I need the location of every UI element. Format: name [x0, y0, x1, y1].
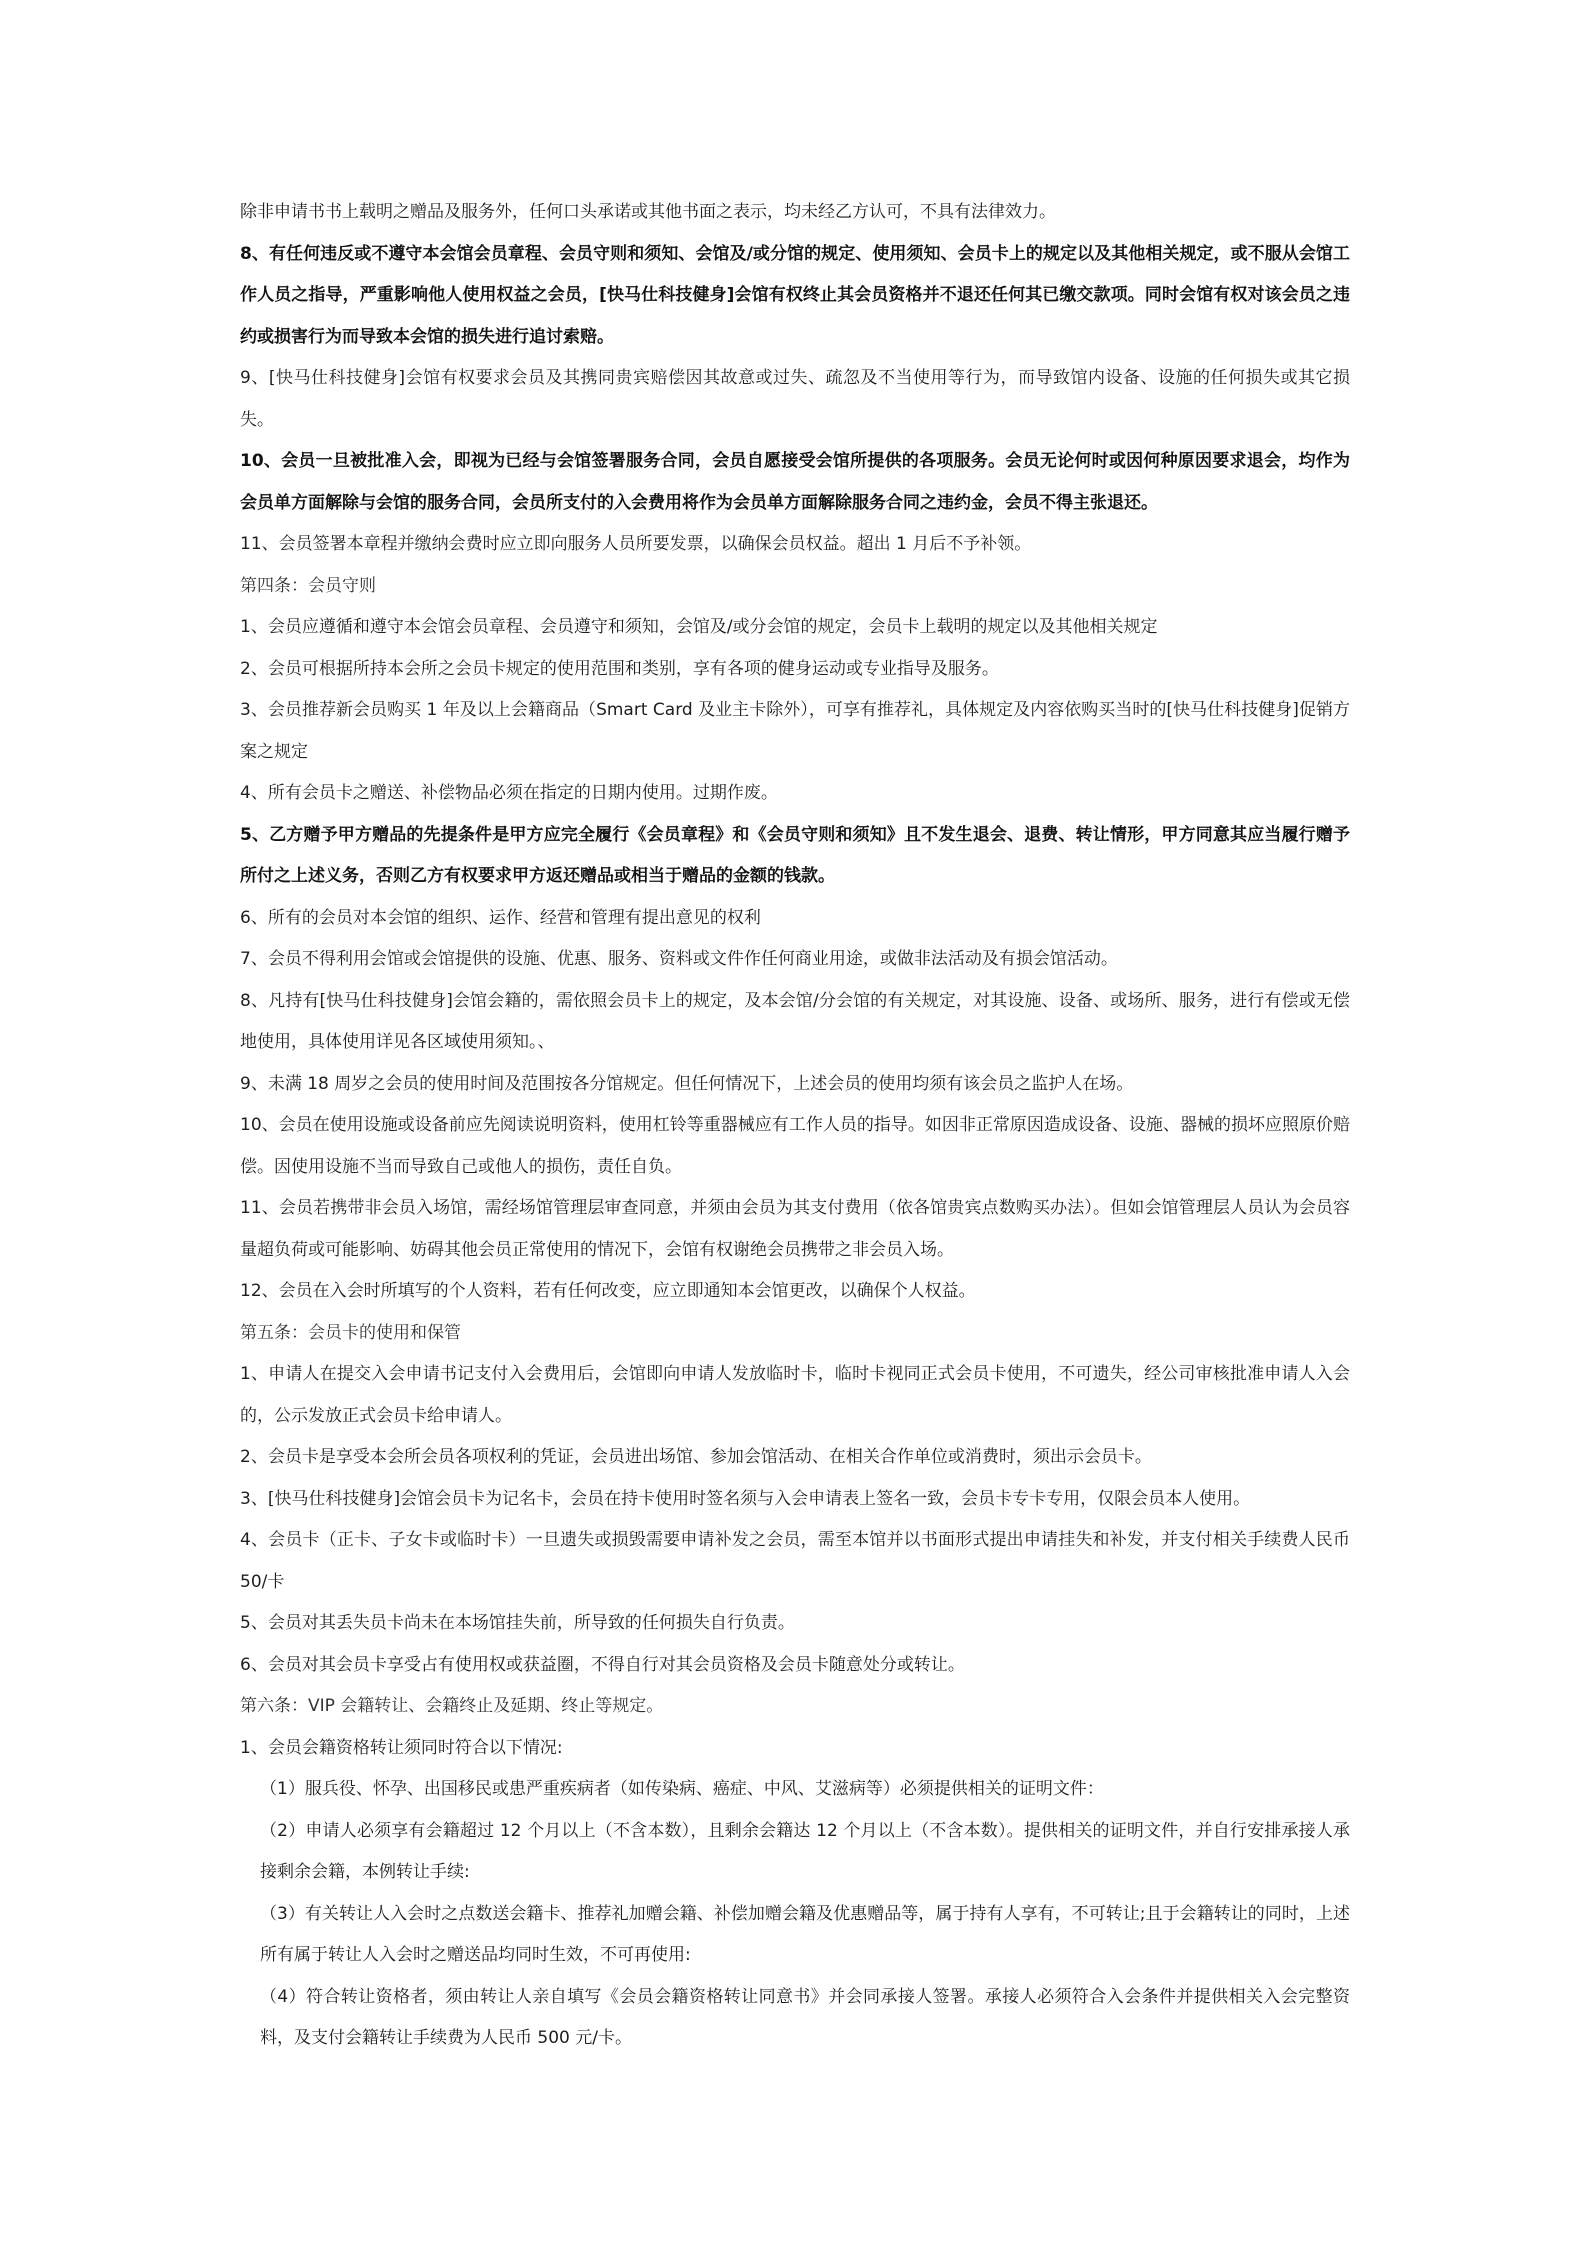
paragraph-rule-8: 8、凡持有[快马仕科技健身]会馆会籍的，需依照会员卡上的规定，及本会馆/分会馆的有关规定，对其设施、设备、或场所、服务，进行有偿或无偿地使用，具体使用详见各区域使用须知。、: [240, 990, 1350, 1052]
paragraph-rule-1: 1、会员应遵循和遵守本会馆会员章程、会员遵守和须知，会馆及/或分会馆的规定，会员卡上载明的规定以及其他相关规定: [240, 617, 1158, 637]
paragraph-rule-11: 11、会员若携带非会员入场馆，需经场馆管理层审查同意，并须由会员为其支付费用（依各馆贵宾点数购买办法）。但如会馆管理层人员认为会员容量超负荷或可能影响、妨碍其他会员正常使用的情况下，会馆有权谢绝会员携带之非会员入场。: [240, 1198, 1350, 1260]
paragraph-clause-9: 9、[快马仕科技健身]会馆有权要求会员及其携同贵宾赔偿因其故意或过失、疏忽及不当使用等行为，而导致馆内设备、设施的任何损失或其它损失。: [240, 368, 1350, 430]
paragraph-transfer-item-1: （1）服兵役、怀孕、出国移民或患严重疾病者（如传染病、癌症、中风、艾滋病等）必须提供相关的证明文件：: [260, 1779, 1104, 1799]
paragraph-transfer-item-4: （4）符合转让资格者，须由转让人亲自填写《会员会籍资格转让同意书》并会同承接人签署。承接人必须符合入会条件并提供相关入会完整资料，及支付会籍转让手续费为人民币 500 元/卡。: [260, 1986, 1350, 2048]
paragraph-clause-8: 8、有任何违反或不遵守本会馆会员章程、会员守则和须知、会馆及/或分馆的规定、使用须知、会员卡上的规定以及其他相关规定，或不服从会馆工作人员之指导，严重影响他人使用权益之会员，[快马仕科技健身]会馆有权终止其会员资格并不退还任何其已缴交款项。同时会馆有权对该会员之违约或损害行为而导致本会馆的损失进行追讨索赔。: [240, 243, 1350, 347]
section-heading-article-4: 第四条：会员守则: [240, 575, 376, 596]
paragraph-card-5: 5、会员对其丢失员卡尚未在本场馆挂失前，所导致的任何损失自行负责。: [240, 1613, 795, 1633]
paragraph-clause-11: 11、会员签署本章程并缴纳会费时应立即向服务人员所要发票，以确保会员权益。超出 1 月后不予补领。: [240, 534, 1032, 554]
paragraph-card-2: 2、会员卡是享受本会所会员各项权利的凭证，会员进出场馆、参加会馆活动、在相关合作单位或消费时，须出示会员卡。: [240, 1447, 1152, 1467]
paragraph-rule-7: 7、会员不得利用会馆或会馆提供的设施、优惠、服务、资料或文件作任何商业用途，或做非法活动及有损会馆活动。: [240, 949, 1118, 969]
paragraph-rule-4: 4、所有会员卡之赠送、补偿物品必须在指定的日期内使用。过期作废。: [240, 783, 778, 803]
paragraph-intro: 除非申请书书上载明之赠品及服务外，任何口头承诺或其他书面之表示，均未经乙方认可，不具有法律效力。: [240, 202, 1056, 222]
document-page: [240, 192, 1350, 2060]
paragraph-rule-12: 12、会员在入会时所填写的个人资料，若有任何改变，应立即通知本会馆更改，以确保个人权益。: [240, 1281, 976, 1301]
paragraph-transfer-1: 1、会员会籍资格转让须同时符合以下情况:: [240, 1737, 563, 1758]
paragraph-card-6: 6、会员对其会员卡享受占有使用权或获益圈，不得自行对其会员资格及会员卡随意处分或转让。: [240, 1654, 965, 1675]
paragraph-rule-10: 10、会员在使用设施或设备前应先阅读说明资料，使用杠铃等重器械应有工作人员的指导。如因非正常原因造成设备、设施、器械的损坏应照原价赔偿。因使用设施不当而导致自己或他人的损伤，责任自负。: [240, 1115, 1350, 1177]
section-heading-article-6: 第六条：VIP 会籍转让、会籍终止及延期、终止等规定。: [240, 1696, 664, 1716]
paragraph-card-3: 3、[快马仕科技健身]会馆会员卡为记名卡，会员在持卡使用时签名须与入会申请表上签名一致，会员卡专卡专用，仅限会员本人使用。: [240, 1488, 1251, 1509]
paragraph-transfer-item-3: （3）有关转让人入会时之点数送会籍卡、推荐礼加赠会籍、补偿加赠会籍及优惠赠品等，属于持有人享有，不可转让;且于会籍转让的同时，上述所有属于转让人入会时之赠送品均同时生效，不可再使用:: [260, 1903, 1350, 1965]
paragraph-rule-3: 3、会员推荐新会员购买 1 年及以上会籍商品（Smart Card 及业主卡除外），可享有推荐礼，具体规定及内容依购买当时的[快马仕科技健身]促销方案之规定: [240, 700, 1350, 762]
paragraph-rule-2: 2、会员可根据所持本会所之会员卡规定的使用范围和类别，享有各项的健身运动或专业指导及服务。: [240, 658, 999, 679]
paragraph-rule-6: 6、所有的会员对本会馆的组织、运作、经营和管理有提出意见的权利: [240, 907, 761, 928]
paragraph-rule-5: 5、乙方赠予甲方赠品的先提条件是甲方应完全履行《会员章程》和《会员守则和须知》且不发生退会、退费、转让情形，甲方同意其应当履行赠予所付之上述义务，否则乙方有权要求甲方返还赠品或相当于赠品的金额的钱款。: [240, 824, 1350, 886]
paragraph-clause-10: 10、会员一旦被批准入会，即视为已经与会馆签署服务合同，会员自愿接受会馆所提供的各项服务。会员无论何时或因何种原因要求退会，均作为会员单方面解除与会馆的服务合同，会员所支付的入会费用将作为会员单方面解除服务合同之违约金，会员不得主张退还。: [240, 451, 1350, 513]
paragraph-rule-9: 9、未满 18 周岁之会员的使用时间及范围按各分馆规定。但任何情况下，上述会员的使用均须有该会员之监护人在场。: [240, 1073, 1134, 1094]
paragraph-card-4: 4、会员卡（正卡、子女卡或临时卡）一旦遗失或损毁需要申请补发之会员，需至本馆并以书面形式提出申请挂失和补发，并支付相关手续费人民币 50/卡: [240, 1530, 1350, 1592]
section-heading-article-5: 第五条：会员卡的使用和保管: [240, 1322, 461, 1343]
paragraph-transfer-item-2: （2）申请人必须享有会籍超过 12 个月以上（不含本数），且剩余会籍达 12 个月以上（不含本数）。提供相关的证明文件，并自行安排承接人承接剩余会籍，本例转让手续:: [260, 1820, 1350, 1882]
paragraph-card-1: 1、申请人在提交入会申请书记支付入会费用后，会馆即向申请人发放临时卡，临时卡视同正式会员卡使用，不可遗失，经公司审核批准申请人入会的，公示发放正式会员卡给申请人。: [240, 1364, 1350, 1426]
